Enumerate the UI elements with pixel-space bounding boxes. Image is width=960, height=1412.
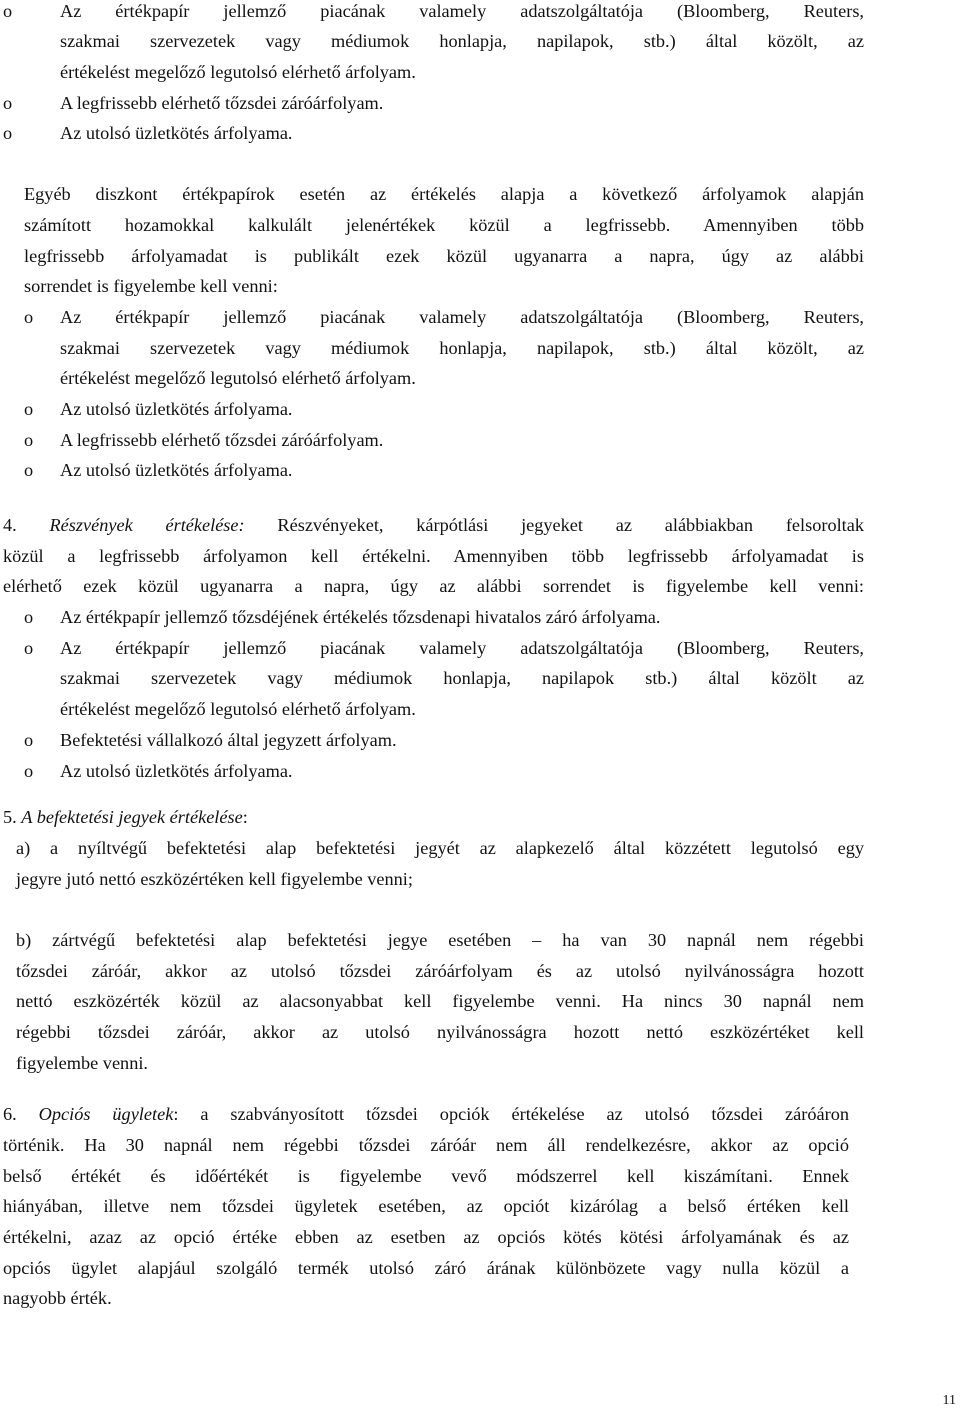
text-line: jegyre jutó nettó eszközértéken kell figyelembe venni; xyxy=(16,869,413,889)
text-line: szakmai szervezetek vagy médiumok honlapja, napilapok, stb.) által közölt, az xyxy=(60,31,864,51)
text-line: Befektetési vállalkozó által jegyzett árfolyam. xyxy=(60,730,397,750)
text-line: szakmai szervezetek vagy médiumok honlapja, napilapok stb.) által közölt az xyxy=(60,668,864,688)
section-number: 6. xyxy=(3,1104,17,1124)
text-line: értékelni, azaz az opció értéke ebben az esetben az opciós kötés kötési árfolyamának és az xyxy=(3,1227,849,1247)
text-line: értékelést megelőző legutolsó elérhető árfolyam. xyxy=(60,699,416,719)
section-5-heading-line xyxy=(3,806,248,828)
section-heading: Részvények értékelése: xyxy=(49,515,245,535)
text-line: nagyobb érték. xyxy=(3,1288,112,1308)
section-number: 5. xyxy=(3,807,17,827)
text-line: Az értékpapír jellemző piacának valamely adatszolgáltatója (Bloomberg, Reuters, xyxy=(60,638,864,658)
bullet-marker: o xyxy=(24,307,34,327)
text-line: Egyéb diszkont értékpapírok esetén az értékelés alapja a következő árfolyamok alapján xyxy=(24,184,864,204)
text-line: sorrendet is figyelembe kell venni: xyxy=(24,276,278,296)
text-line: számított hozamokkal kalkulált jelenértékek közül a legfrissebb. Amennyiben több xyxy=(24,215,864,235)
text-line: történik. Ha 30 napnál nem régebbi tőzsdei záróár nem áll rendelkezésre, akkor az opció xyxy=(3,1135,849,1155)
text-line: értékelést megelőző legutolsó elérhető árfolyam. xyxy=(60,368,416,388)
text-line: Az értékpapír jellemző piacának valamely adatszolgáltatója (Bloomberg, Reuters, xyxy=(60,307,864,327)
text-line: Az utolsó üzletkötés árfolyama. xyxy=(60,460,293,480)
text-line: hiányában, illetve nem tőzsdei ügyletek esetében, az opciót kizárólag a belső értéken kell xyxy=(3,1196,849,1216)
text-line: Az utolsó üzletkötés árfolyama. xyxy=(60,399,293,419)
bullet-marker: o xyxy=(3,123,13,143)
text-line: tőzsdei záróár, akkor az utolsó tőzsdei záróárfolyam és az utolsó nyilvánosságra hozott xyxy=(16,961,864,981)
text-line: a) a nyíltvégű befektetési alap befektetési jegyét az alapkezelő által közzétett legutolsó egy xyxy=(16,838,864,858)
bullet-marker: o xyxy=(24,730,34,750)
bullet-marker: o xyxy=(24,761,34,781)
text-line: értékelést megelőző legutolsó elérhető árfolyam. xyxy=(60,62,416,82)
bullet-marker: o xyxy=(24,638,34,658)
page-number: 11 xyxy=(942,1393,956,1408)
bullet-marker: o xyxy=(3,1,13,21)
text-line: opciós ügylet alapjául szolgáló termék utolsó záró árának különbözete vagy nulla közül a xyxy=(3,1258,849,1278)
text-line: nettó eszközérték közül az alacsonyabbat kell figyelembe venni. Ha nincs 30 napnál nem xyxy=(16,991,864,1011)
text-line: szakmai szervezetek vagy médiumok honlapja, napilapok, stb.) által közölt, az xyxy=(60,338,864,358)
bullet-marker: o xyxy=(24,430,34,450)
bullet-marker: o xyxy=(24,460,34,480)
text-line: belső értékét és időértékét is figyelembe vevő módszerrel kell kiszámítani. Ennek xyxy=(3,1166,849,1186)
bullet-marker: o xyxy=(24,607,34,627)
text-line: A legfrissebb elérhető tőzsdei záróárfolyam. xyxy=(60,93,384,113)
bullet-marker: o xyxy=(24,399,34,419)
text-line: b) zártvégű befektetési alap befektetési jegye esetében – ha van 30 napnál nem régebbi xyxy=(16,930,864,950)
heading-colon: : xyxy=(242,807,248,827)
text-line: Részvényeket, kárpótlási jegyeket az alábbiakban felsoroltak xyxy=(277,515,864,535)
text-line: Az utolsó üzletkötés árfolyama. xyxy=(60,761,293,781)
text-line: régebbi tőzsdei záróár, akkor az utolsó nyilvánosságra hozott nettó eszközértéket kell xyxy=(16,1022,864,1042)
text-line: Az értékpapír jellemző piacának valamely adatszolgáltatója (Bloomberg, Reuters, xyxy=(60,1,864,21)
section-number: 4. xyxy=(3,515,17,535)
bullet-marker: o xyxy=(3,93,13,113)
text-line: : a szabványosított tőzsdei opciók értékelése az utolsó tőzsdei záróáron xyxy=(173,1104,849,1124)
section-heading: Opciós ügyletek xyxy=(38,1104,174,1124)
text-line: A legfrissebb elérhető tőzsdei záróárfolyam. xyxy=(60,430,384,450)
text-line: figyelembe venni. xyxy=(16,1053,148,1073)
text-line: legfrissebb árfolyamadat is publikált ezek közül ugyanarra a napra, úgy az alábbi xyxy=(24,246,864,266)
text-line: Az utolsó üzletkötés árfolyama. xyxy=(60,123,293,143)
section-6-first-line xyxy=(3,1103,849,1125)
text-line: Az értékpapír jellemző tőzsdéjének értékelés tőzsdenapi hivatalos záró árfolyama. xyxy=(60,607,661,627)
section-heading: A befektetési jegyek értékelése xyxy=(21,807,243,827)
text-line: elérhető ezek közül ugyanarra a napra, úgy az alábbi sorrendet is figyelembe kell venni: xyxy=(3,576,864,596)
text-line: közül a legfrissebb árfolyamon kell értékelni. Amennyiben több legfrissebb árfolyamadat is xyxy=(3,546,864,566)
section-4-first-line xyxy=(3,514,864,536)
